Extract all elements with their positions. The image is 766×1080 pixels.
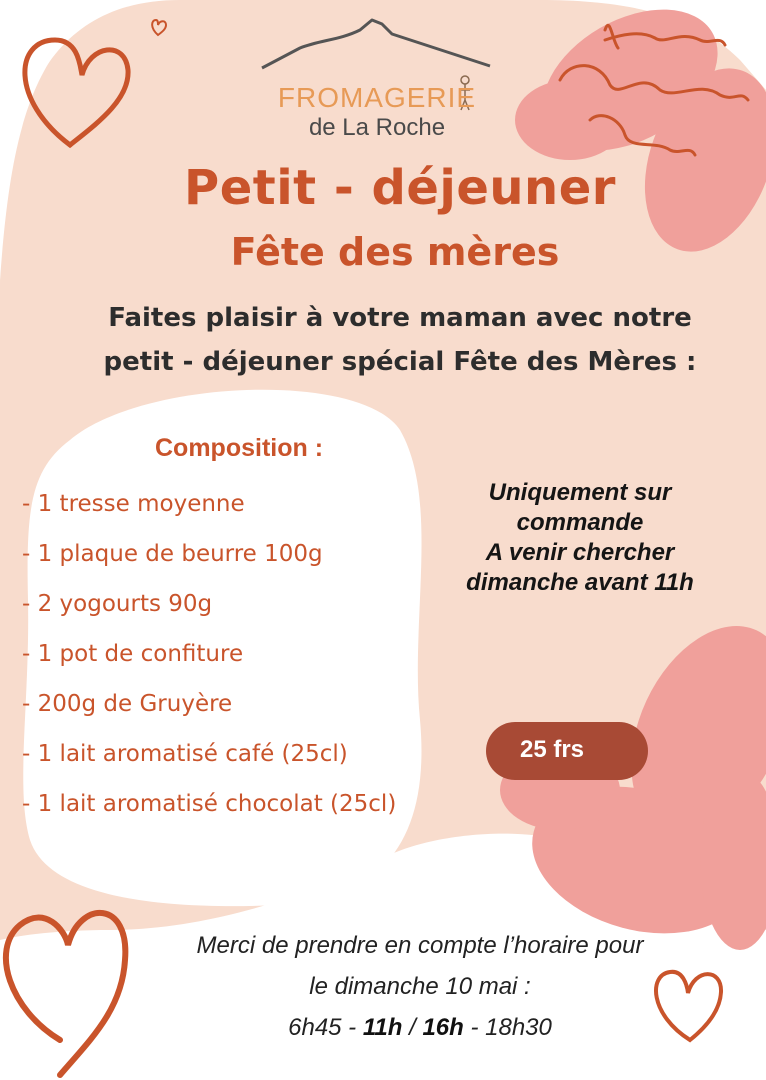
order-note-line-3: A venir chercher — [485, 539, 675, 566]
hour-3: 16h — [422, 1014, 464, 1041]
order-note-line-4: dimanche avant 11h — [466, 569, 694, 596]
hour-4: 18h30 — [485, 1014, 552, 1041]
list-item: - 1 plaque de beurre 100g — [22, 541, 323, 567]
intro-line-1: Faites plaisir à votre maman avec notre — [108, 303, 692, 333]
order-note-line-1: Uniquement sur — [488, 479, 672, 506]
separator: - — [341, 1014, 363, 1041]
composition-heading: Composition : — [155, 434, 324, 462]
heart-bottom-left-icon — [6, 913, 125, 1075]
order-note — [440, 478, 720, 598]
list-item: - 1 tresse moyenne — [22, 491, 245, 517]
list-item: - 1 lait aromatisé café (25cl) — [22, 741, 348, 767]
list-item: - 200g de Gruyère — [22, 691, 233, 717]
page-title: Petit - déjeuner — [184, 160, 616, 216]
brand-location: de La Roche — [308, 114, 446, 141]
hour-1: 6h45 — [288, 1014, 342, 1041]
footer-hours — [150, 1007, 690, 1048]
order-note-line-2: commande — [516, 509, 644, 536]
list-item: - 1 lait aromatisé chocolat (25cl) — [22, 791, 397, 817]
brand-name: FROMAGERIE — [277, 82, 477, 113]
price-badge: 25 frs — [486, 722, 648, 780]
footer-line-1: Merci de prendre en compte l’horaire pour — [196, 932, 644, 959]
intro-line-2: petit - déjeuner spécial Fête des Mères : — [103, 347, 697, 377]
composition-list — [22, 482, 396, 832]
list-item: - 2 yogourts 90g — [22, 591, 213, 617]
separator: - — [463, 1014, 486, 1041]
hour-2: 11h — [362, 1014, 403, 1041]
page-subtitle: Fête des mères — [230, 230, 560, 274]
intro-text — [40, 296, 760, 384]
list-item: - 1 pot de confiture — [22, 641, 244, 667]
separator: / — [402, 1014, 423, 1041]
footer-line-2: le dimanche 10 mai : — [309, 973, 531, 1000]
footer-schedule — [150, 925, 690, 1048]
